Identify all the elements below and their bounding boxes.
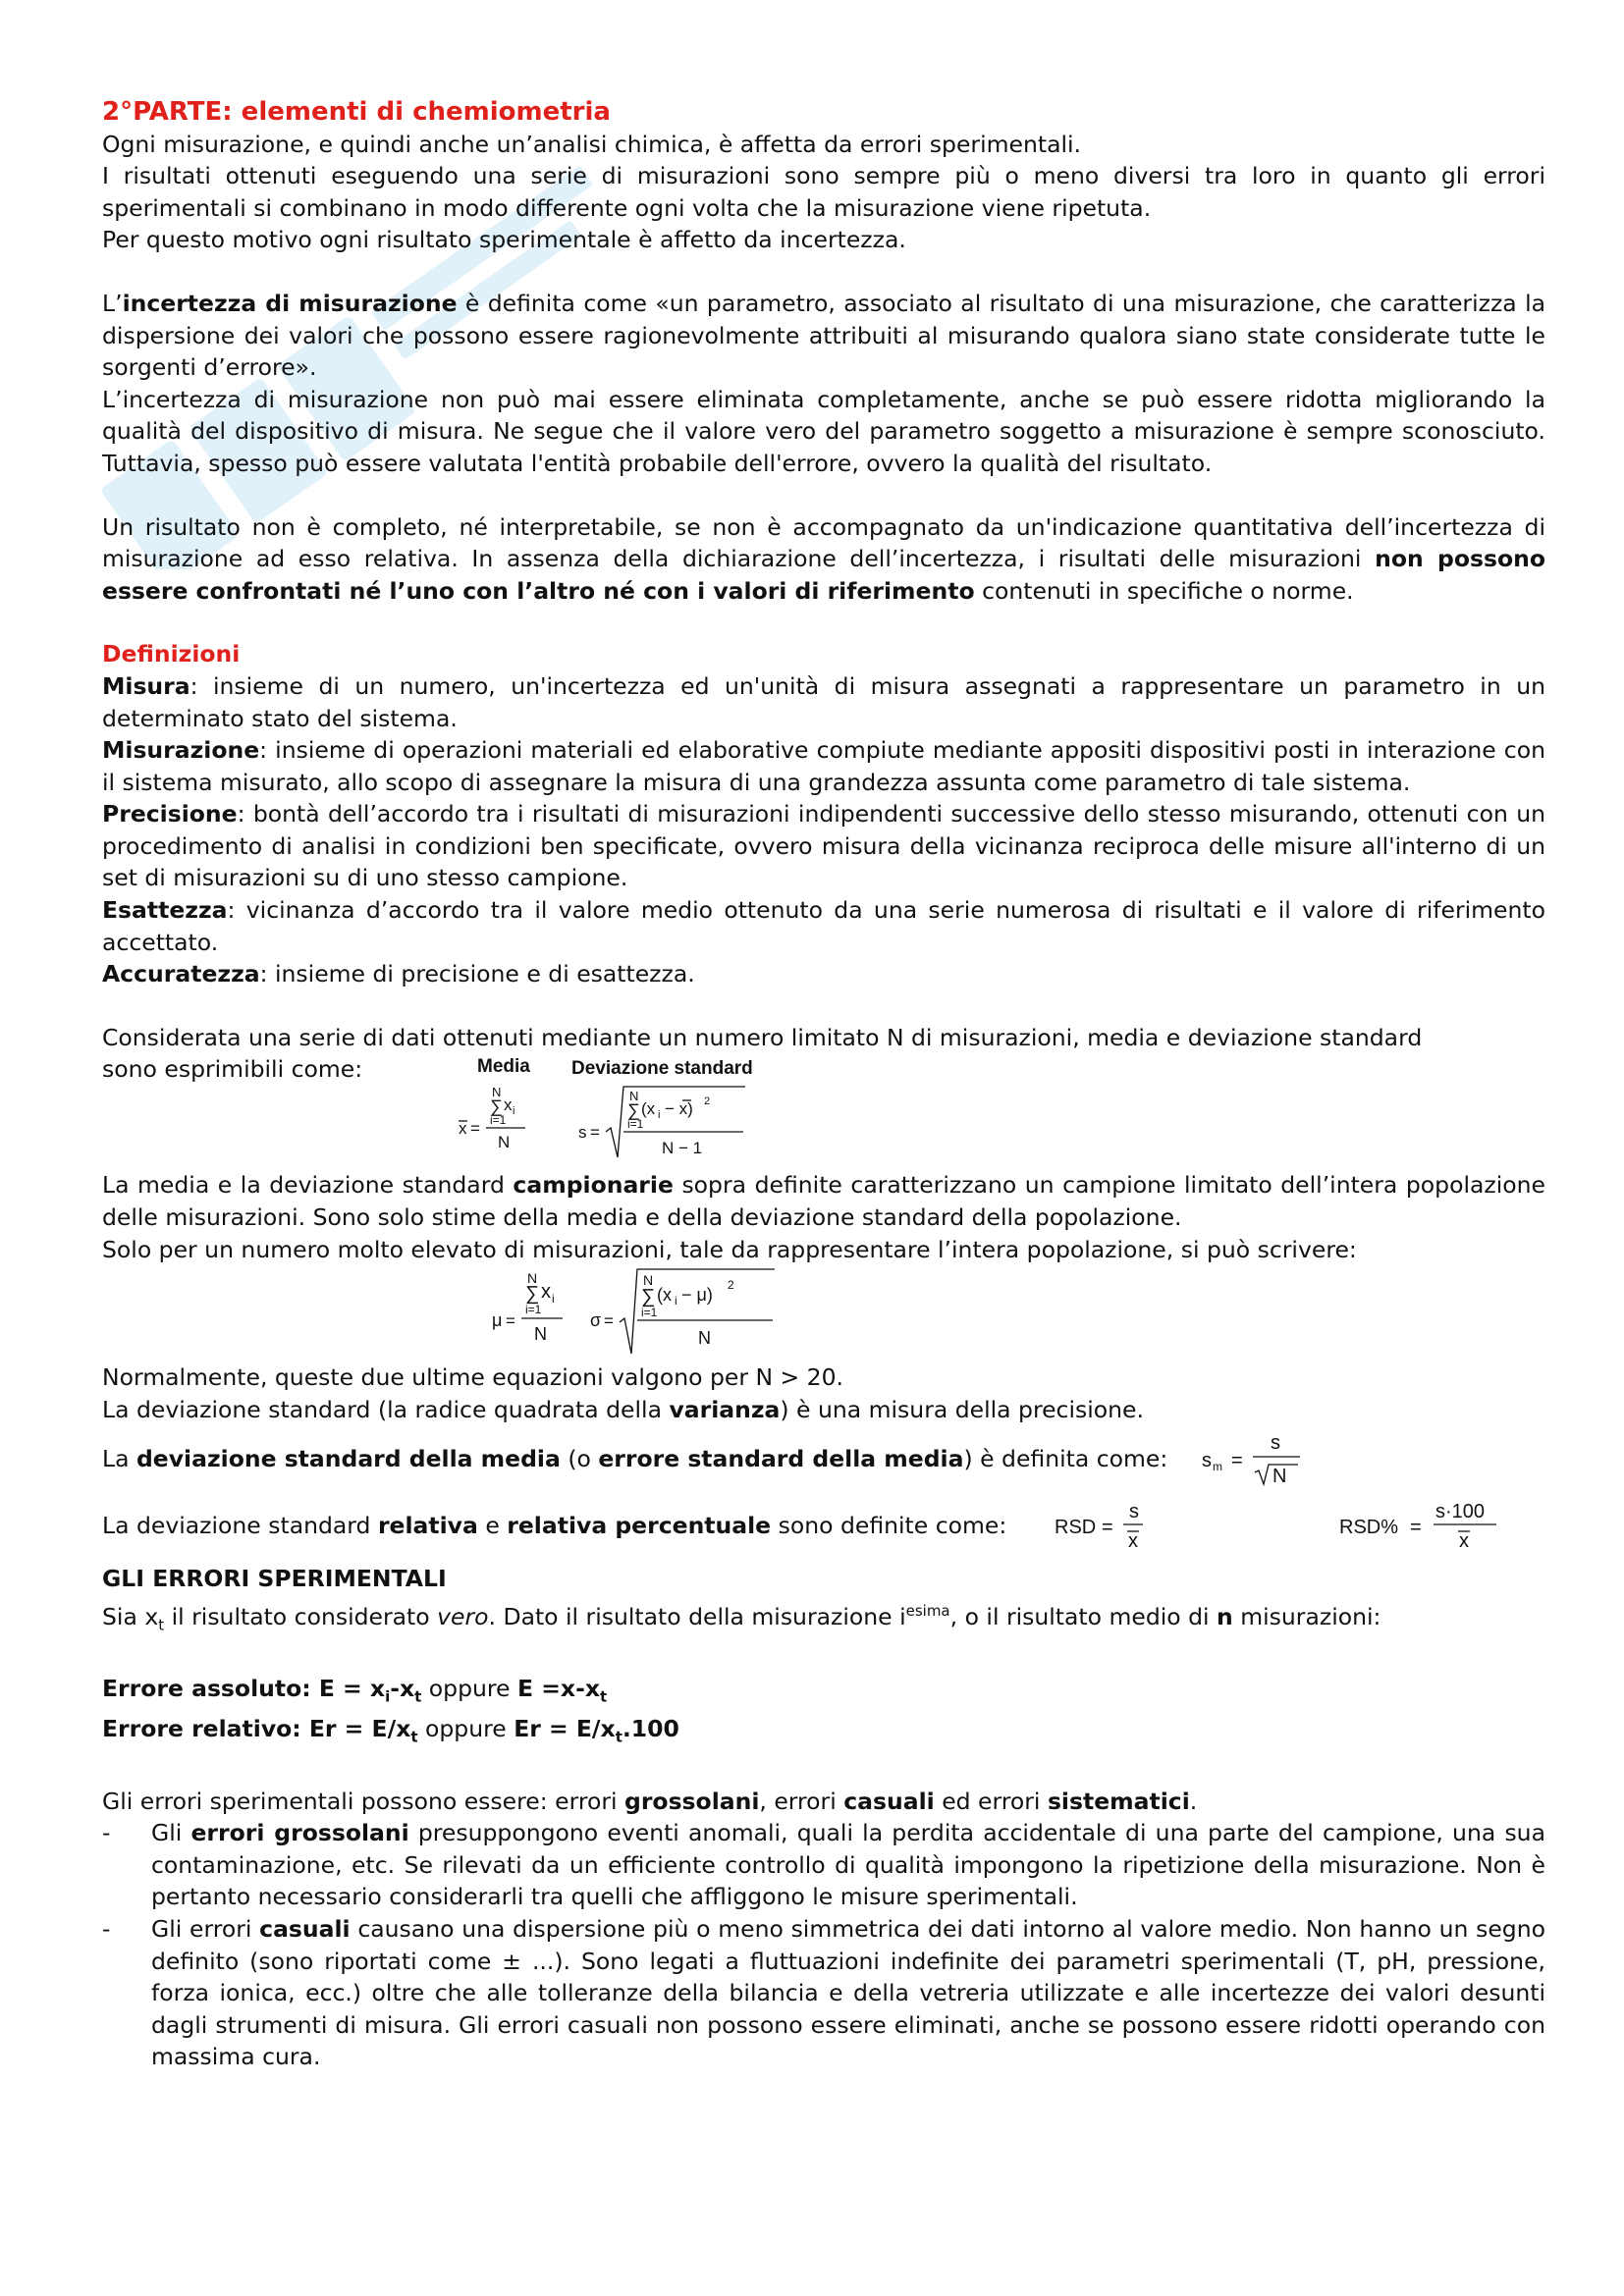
svg-text:(x: (x xyxy=(657,1285,672,1306)
svg-text:N: N xyxy=(527,1270,538,1287)
uncertainty-definition: L’incertezza di misurazione è definita come «un parametro, associato al risultato di una misurazione, che caratterizza la dispersione dei valori che possono essere ragionevolmente attribuiti al misurando qualora siano state considerate tutte le sorgenti d’errore». xyxy=(102,289,1546,382)
definition-esattezza: Esattezza: vicinanza d’accordo tra il valore medio ottenuto da una serie numerosa di risultati e il valore di riferimento accettato. xyxy=(102,896,1545,956)
list-item-text: Gli errori grossolani presuppongono eventi anomali, quali la perdita accidentale di una parte del campione, una sua contaminazione, etc. Se rilevati da un efficiente controllo di qualità impongono la ripetizione della misurazione. Non è pertanto necessario considerarli tra quelli che affliggono le misure sperimentali. xyxy=(151,1819,1545,1911)
svg-text:− μ): − μ) xyxy=(681,1285,713,1306)
definition-misurazione: Misurazione: insieme di operazioni materiali ed elaborative compiute mediante appositi dispositivi posti in interazione con il sistema misurato, allo scopo di assegnare la misura di una grandezza assunta come parametro di tale sistema. xyxy=(102,736,1545,796)
svg-text:=: = xyxy=(1231,1450,1243,1472)
svg-text:x: x xyxy=(1128,1530,1138,1553)
svg-text:i: i xyxy=(552,1292,555,1307)
list-dash: - xyxy=(102,1915,111,1944)
svg-text:2: 2 xyxy=(728,1278,734,1293)
list-item xyxy=(102,1913,1545,2073)
svg-text:=: = xyxy=(1410,1517,1422,1539)
svg-text:m: m xyxy=(1213,1460,1222,1474)
svg-text:μ: μ xyxy=(492,1310,503,1331)
svg-text:− x): − x) xyxy=(665,1099,693,1119)
rsd-numerator: s·100 xyxy=(1435,1501,1486,1523)
svg-text:N: N xyxy=(492,1085,502,1100)
svg-text:i: i xyxy=(513,1105,515,1118)
sample-mean-std-formula xyxy=(451,1081,765,1169)
errors-intro: Sia $x_t$ il risultato considerato vero. Dato il risultato della misurazione $i^{esima}$, o il risultato medio di n misurazioni: xyxy=(102,1602,1381,1634)
svg-text:∑: ∑ xyxy=(490,1096,503,1117)
svg-text:∑: ∑ xyxy=(525,1283,540,1306)
definition-misura: Misura: insieme di un numero, un'incertezza ed un'unità di misura assegnati a rappresentare un parametro in un determinato stato del sistema. xyxy=(102,671,1545,732)
document-page xyxy=(102,96,1545,2073)
intro-line-2: I risultati ottenuti eseguendo una serie di misurazioni sono sempre più o meno diversi tra loro in quanto gli errori sperimentali si combinano in modo differente ogni volta che la misurazione viene ripetuta. xyxy=(102,162,1545,222)
svg-text:i=1: i=1 xyxy=(627,1117,644,1132)
svg-text:i: i xyxy=(675,1294,677,1308)
svg-text:N: N xyxy=(498,1133,511,1152)
svg-text:i=1: i=1 xyxy=(490,1113,507,1128)
absolute-error: Errore assoluto: $E = x_i-x_t$ oppure $E =x-x_t$ xyxy=(102,1675,608,1706)
svg-text:σ: σ xyxy=(590,1310,602,1331)
svg-text:=: = xyxy=(604,1311,614,1331)
sem-text: La deviazione standard della media (o errore standard della media) è definita come: xyxy=(102,1445,1168,1473)
svg-text:=: = xyxy=(470,1119,480,1139)
sem-formula xyxy=(1198,1427,1326,1488)
svg-text:N − 1: N − 1 xyxy=(662,1139,703,1158)
svg-text:i=1: i=1 xyxy=(641,1306,658,1320)
svg-text:i: i xyxy=(658,1109,661,1122)
label-deviazione: Deviazione standard xyxy=(571,1058,753,1080)
errors-heading: GLI ERRORI SPERIMENTALI xyxy=(102,1565,447,1593)
relative-error: Errore relativo: $Er = E/x_t$ oppure $Er = E/x_t.100$ xyxy=(102,1715,679,1747)
population-intro: Solo per un numero molto elevato di misurazioni, tale da rappresentare l’intera popolazione, si può scrivere: xyxy=(102,1235,1357,1263)
svg-text:x: x xyxy=(1459,1530,1469,1553)
svg-text:x: x xyxy=(504,1095,513,1115)
definitions-heading: Definizioni xyxy=(102,640,241,668)
section-title: 2°PARTE: elementi di chemiometria xyxy=(102,97,611,127)
svg-text:=: = xyxy=(506,1311,515,1331)
svg-text:N: N xyxy=(629,1089,639,1104)
population-mean-std-formula xyxy=(480,1265,814,1362)
rsd-row xyxy=(102,1490,1545,1559)
sample-formulas xyxy=(102,1053,1545,1169)
svg-text:s: s xyxy=(1202,1450,1212,1472)
intro-line-3: Per questo motivo ogni risultato sperimentale è affetto da incertezza. xyxy=(102,226,906,254)
svg-text:N: N xyxy=(698,1328,711,1349)
intro-line-1: Ogni misurazione, e quindi anche un’analisi chimica, è affetta da errori sperimentali. xyxy=(102,130,1082,158)
svg-text:N: N xyxy=(1272,1466,1287,1488)
list-dash: - xyxy=(102,1819,111,1847)
sem-row xyxy=(102,1427,1545,1490)
uncertainty-paragraph-2: L’incertezza di misurazione non può mai essere eliminata completamente, anche se può essere ridotta migliorando la qualità del dispositivo di misura. Ne segue che il valore vero del parametro soggetto a misurazione è sempre sconosciuto. Tuttavia, spesso può essere valutata l'entità probabile dell'errore, ovvero la qualità del risultato. xyxy=(102,385,1545,477)
stats-intro-end: sono esprimibili come: xyxy=(102,1055,363,1084)
list-item xyxy=(102,1817,1545,1913)
uncertainty-paragraph-3: Un risultato non è completo, né interpretabile, se non è accompagnato da un'indicazione quantitativa dell’incertezza di misurazione ad esso relativa. In assenza della dichiarazione dell’incertezza, i risultati delle misurazioni non possono essere confrontati né l’uno con l’altro né con i valori di riferimento contenuti in specifiche o norme. xyxy=(102,512,1546,605)
sample-note: La media e la deviazione standard campionarie sopra definite caratterizzano un campione limitato dell’intera popolazione delle misurazioni. Sono solo stime della media e della deviazione standard della popolazione. xyxy=(102,1171,1545,1232)
rsd-label: RSD xyxy=(1055,1517,1097,1539)
svg-text:∑: ∑ xyxy=(627,1100,640,1121)
svg-text:i=1: i=1 xyxy=(525,1303,542,1317)
svg-text:=: = xyxy=(590,1123,600,1143)
error-types: Gli errori sperimentali possono essere: errori grossolani, errori casuali ed errori sistematici. xyxy=(102,1787,1198,1815)
label-media: Media xyxy=(477,1056,530,1078)
population-note: Normalmente, queste due ultime equazioni valgono per N > 20. xyxy=(102,1363,844,1392)
svg-text:2: 2 xyxy=(704,1095,711,1108)
variance-note: La deviazione standard (la radice quadrata della varianza) è una misura della precisione. xyxy=(102,1395,1144,1423)
svg-text:∑: ∑ xyxy=(641,1286,656,1308)
definition-accuratezza: Accuratezza: insieme di precisione e di esattezza. xyxy=(102,960,695,988)
svg-text:x: x xyxy=(459,1119,467,1139)
svg-text:s: s xyxy=(1129,1501,1139,1523)
list-item-text: Gli errori casuali causano una dispersione più o meno simmetrica dei dati intorno al valore medio. Non hanno un segno definito (sono riportati come ± ...). Sono legati a fluttuazioni indefinite dei parametri sperimentali (T, pH, pressione, forza ionica, ecc.) oltre che alle tolleranze della bilancia e della vetreria utilizzate e alle incertezze dei valori desunti dagli strumenti di misura. Gli errori casuali non possono essere eliminati, anche se possono essere ridotti operando con massima cura. xyxy=(151,1915,1545,2071)
definition-precisione: Precisione: bontà dell’accordo tra i risultati di misurazioni indipendenti successive dello stesso misurando, ottenuti con un procedimento di analisi in condizioni ben specificate, ovvero misura della vicinanza reciproca delle misure all'interno di un set di misurazioni su di uno stesso campione. xyxy=(102,800,1545,892)
rsd-text: La deviazione standard relativa e relativa percentuale sono definite come: xyxy=(102,1512,1007,1540)
population-formulas xyxy=(102,1265,1545,1362)
svg-text:=: = xyxy=(1102,1517,1113,1539)
svg-text:(x: (x xyxy=(641,1099,656,1119)
svg-text:s: s xyxy=(578,1123,587,1143)
svg-text:N: N xyxy=(643,1272,654,1289)
stats-intro: Considerata una serie di dati ottenuti mediante un numero limitato N di misurazioni, media e deviazione standard xyxy=(102,1023,1423,1051)
svg-text:x: x xyxy=(541,1281,551,1304)
rsd-pct-label: RSD% xyxy=(1339,1517,1399,1539)
rsd-formulas xyxy=(1045,1494,1516,1555)
svg-text:N: N xyxy=(534,1324,547,1345)
svg-text:s: s xyxy=(1271,1432,1280,1455)
